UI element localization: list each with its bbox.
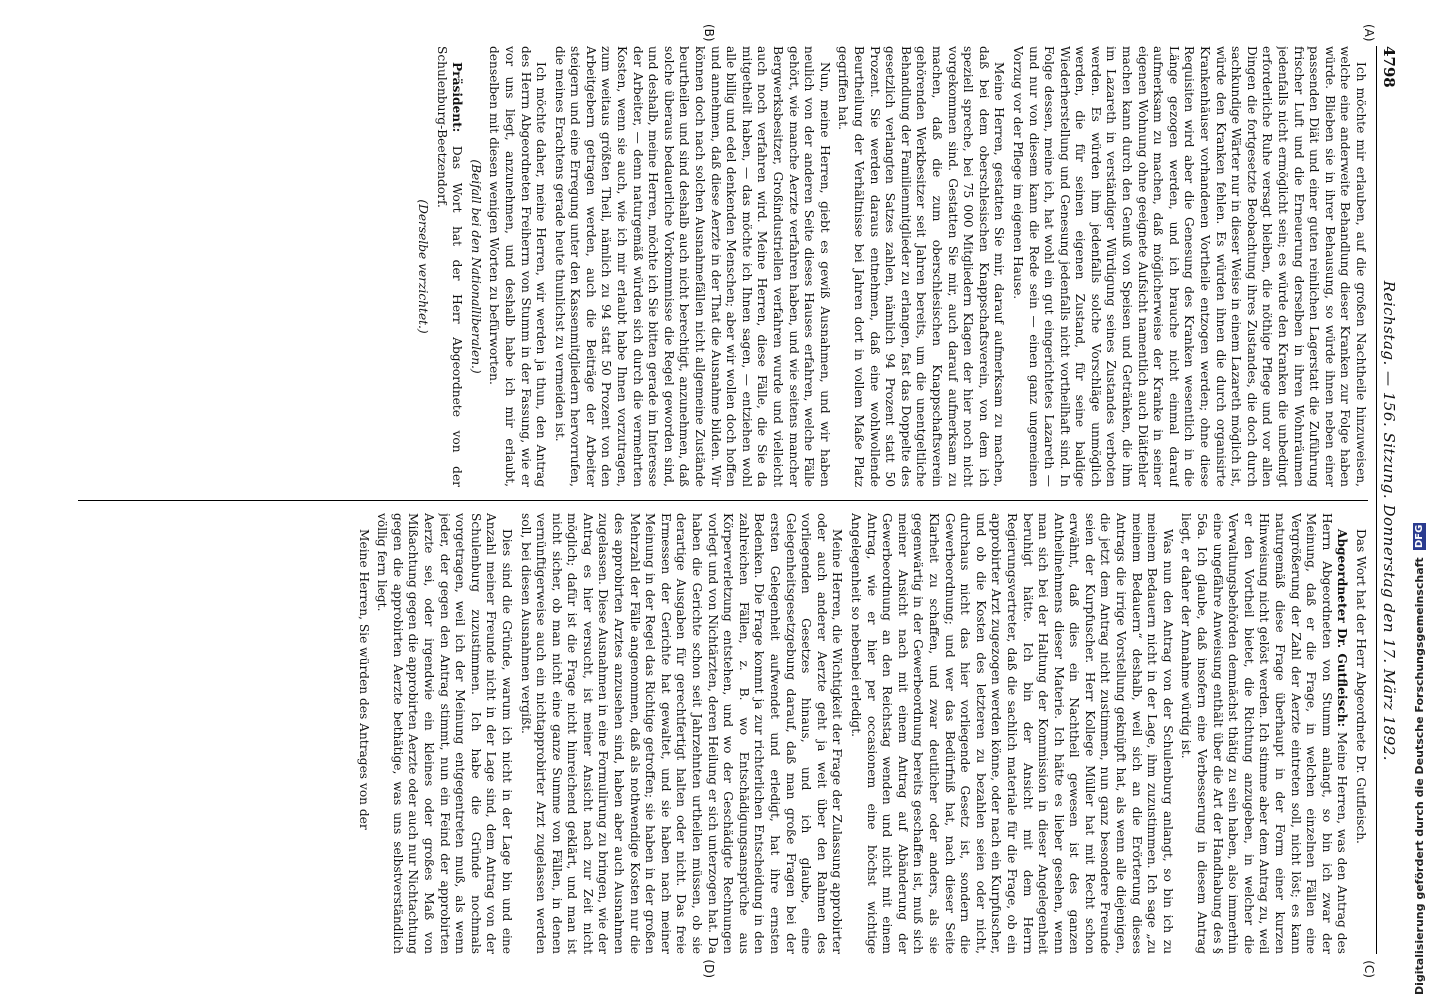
president-statement — [433, 46, 464, 487]
text-columns — [78, 46, 1368, 954]
right-paragraph-4: Dies sind die Gründe, warum ich nicht in der Lage bin und eine Anzahl meiner Freunde nicht in der Lage sind, dem Antrag von der Schulenburg zuzustimmen. Ich habe die Gründe nochmals vorgetragen, weil ich der Meinung entgegentreten muß, als wenn jeder, der gegen den Antrag stimmt, nun ein Feind der approbirten Aerzte sei, oder irgendwie ein kleines oder großes Maß von Mißachtung gegen die approbirten Aerzte oder auch nur Nichtachtung gegen die approbirten Aerzte bethätige, was uns selbstverständlich völlig fern liegt. — [375, 513, 514, 954]
right-column — [78, 513, 1368, 954]
right-paragraph-5: Meine Herren, Sie würden des Antrages von der — [356, 529, 371, 830]
waiver-note: (Derselbe verzichtet.) — [415, 199, 430, 334]
digitization-credit — [1413, 95, 1426, 995]
president-speaker: Präsident: — [450, 62, 465, 133]
speech-opening — [1178, 513, 1350, 954]
margin-mark-a: (A) — [1362, 24, 1376, 42]
dfg-logo: DFG — [1414, 525, 1425, 549]
right-paragraph-2: Was nun den Antrag von der Schulenburg anlangt, so bin ich zu meinem Bedauern nicht in der Lage, ihm zuzustimmen. Ich sage „zu meinem Bedauern“ deshalb, weil sich an die Erörterung dieses Antrags die irrige Vorstellung geknüpft hat, als wenn alle diejenigen, die jetzt dem Antrag nicht zustimmen, nun ganz besondere Freunde seien der Kurpfuscher. Herr Kollege Müller hat mit Recht schon erwähnt, daß dies ein Nachtheil gewesen ist des ganzen Antheilnehmens dieser Materie. Ich hätte es lieber gesehen, wenn man sich bei der Haltung der Kommission in dieser Angelegenheit beruhigt hätte. Ich bin der Ansicht mit dem Herrn Regierungsvertreter, daß die sachlich materiale für die Frage, ob ein approbirter Arzt zugezogen werden könne, oder nach ein Kurpfuscher, und ob die Kosten des letzteren zu bezahlen seien oder nicht, durchaus nicht das hier vorliegende Gesetz ist, sondern die Gewerbeordnung; und wer das Bedürfniß hat, nach dieser Seite Klarheit zu schaffen, und zwar deutlicher oder anders, als sie gegenwärtig in der Gewerbeordnung bereits geschaffen ist, muß sich meiner Ansicht nach mit einem Antrag auf Abänderung der Gewerbeordnung an den Reichstag wenden und nicht mit einem Antrag, wie er hier per occasionem eine höchst wichtige Angelegenheit so nebenbei erledigt. — [849, 513, 1175, 954]
president-text: Das Wort hat der Herr Abgeordnete von der Schulenburg-Beetzendorf. — [434, 46, 465, 487]
margin-mark-d: (D) — [702, 959, 716, 978]
margin-mark-b: (B) — [702, 24, 716, 42]
left-paragraph-3: Nun, meine Herren, giebt es gewiß Ausnahmen, und wir haben neulich von der anderen Seite dieses Hauses erfahren, welche Fälle gehört, wie manche Aerzte verfahren haben, und wie seitens mancher Bergwerksbesitzer, Großindustriellen verfahren wurde und vielleicht auch noch verfahren wird. Meine Herren, diese Fälle, die Sie da mitgetheilt haben, — das möchte ich Ihnen sagen, — entziehen wohl alle billig und edel denkenden Menschen; aber wir wollen doch hoffen und annehmen, daß diese Aerzte in der That die Ausnahme bilden. Wir können doch nach solchen Ausnahmefällen nicht allgemeine Zustände beurtheilen und sind deshalb auch nicht berechtigt, anzunehmen, daß solche überaus bedauerliche Vorkommnisse die Regel geworden sind, und deshalb, meine Herren, möchte ich Sie bitten gerade im Interesse der Arbeiter, — denn naturgemäß würden sich durch die vermehrten Kosten, wenn sie auch, wie ich mir erlaubt habe Ihnen vorzutragen, zum weitaus größten Theil, nämlich zu 94 statt 50 Prozent von den Arbeitgebern getragen werden, auch die Beiträge der Arbeiter steigern und eine Erregung unter den Kassenmitgliedern hervorrufen, die meines Erachtens gerade heute thunlichst zu vermeiden ist. — [552, 46, 832, 487]
margin-mark-c: (C) — [1362, 960, 1376, 978]
credit-text: Digitalisierung gefördert durch die Deutsche Forschungsgemeinschaft — [1413, 557, 1426, 995]
session-label: — 156. Sitzung. — [1380, 371, 1398, 500]
header-publication — [1380, 281, 1398, 761]
column-divider — [78, 500, 1368, 501]
speaker-name: Abgeordneter Dr. Gutfleisch: — [1335, 529, 1350, 728]
left-paragraph-1: Ich möchte mir erlauben, auf die großen Nachtheile hinzuweisen, welche eine anderweite Behandlung dieser Kranken zur Folge haben würde. Blieben sie in ihrer Behausung, so würde ihnen neben einer passenden Diät und einer guten reinlichen Lagerstatt die Zuführung frischer Luft und die Erneuerung derselben in ihren Wohnräumen jedenfalls nicht ermöglicht sein; es würde den Kranken die unbedingt erforderliche Ruhe versagt bleiben, die nöthige Pflege und vor allen Dingen die fortgesetzte Beobachtung ihres Zustandes, die doch durch sachkundige Wärter nur in dieser Weise in einem Lazareth möglich ist, würde den Kranken fehlen. Es würden ihnen die durch organisirte Krankenhäuser vorhandenen Vortheile entzogen werden; ohne diese Requisiten wird aber die Genesung des Kranken wesentlich in die Länge gezogen werden, und ich brauche nicht einmal darauf aufmerksam zu machen, daß möglicherweise der Kranke in seiner eigenen Wohnung ohne geeignete Aufsicht namentlich auch Diätfehler machen kann durch den Genuß von Speisen und Getränken, die ihm im Lazareth in verständiger Würdigung seines Zustandes verboten werden. Es würden ihm jedenfalls solche Vorschläge unmöglich werden, die für seinen eigenen Zustand, für seine baldige Wiederherstellung und Genesung jedenfalls nicht vortheilhaft sind. In Folge dessen, meine ich, hat wohl ein gut eingerichtetes Lazareth — und nur von diesem kann die Rede sein — einen ganz ungemeinen Vorzug vor der Pflege im eigenen Hause. — [1010, 46, 1368, 487]
left-column — [78, 46, 1368, 487]
publication-name: Reichstag. — [1380, 280, 1398, 366]
session-date: Donnerstag den 17. März 1892. — [1380, 504, 1398, 762]
page-header — [1376, 46, 1398, 954]
right-intro: Das Wort hat der Herr Abgeordnete Dr. Gutfleisch. — [1354, 529, 1368, 844]
right-paragraph-3: Meine Herren, die Wichtigkeit der Frage der Zulassung approbirter oder auch anderer Aerzte geht ja weit über den Rahmen des vorliegenden Gesetzes hinaus, und ich glaube, eine Gelegenheitsgesetzgebung darauf, daß man große Fragen bei der ersten Gelegenheit aufwendet und erledigt, hat ihre ernsten Bedenken. Die Frage kommt ja zur richterlichen Entscheidung in den zahlreichen Fällen, z. B. wo Entschädigungsansprüche aus Körperverletzung entstehen, und wo der Geschädigte Rechnungen vorlegt und von Nichtärzten, deren Heilung er sich unterzogen hat. Da haben die Gerichte schon seit Jahrzehnten urtheilen müssen, ob sie derartige Ausgaben für gerechtfertigt halten oder nicht. Das freie Ermessen der Gerichte hat gewaltet, und sie haben nach meiner Meinung in der Regel das Richtige getroffen; sie haben in der großen Mehrzahl der Fälle angenommen, daß als nothwendige Kosten nur die des approbirten Arztes anzusehen sind, haben aber auch Ausnahmen zugelassen. Diese Ausnahmen in eine Formulirung zu bringen, wie der Antrag es hier versucht, ist meiner Ansicht nach zur Zeit nicht möglich; dafür ist die Frage nicht hinreichend geklärt, und man ist nicht sicher, ob man nicht eine ganze Summe von Fällen, in denen vernünftigerweise auch ein nichtapprobirter Arzt zugelassen werden soll, bei diesen Ausnahmen vergißt. — [518, 513, 845, 954]
applause-note: (Beifall bei den Nationalliberalen.) — [468, 159, 483, 374]
left-paragraph-4: Ich möchte daher, meine Herren, wir werden ja thun, den Antrag des Herrn Abgeordneten Freiherrn von Stumm in der Fassung, wie er vor uns liegt, anzunehmen, und deshalb habe ich mir erlaubt, denselben mit diesen wenigen Worten zu befürworten. — [487, 46, 549, 487]
page-number: 4798 — [1380, 46, 1398, 88]
rotated-document-page — [16, 20, 1416, 980]
right-paragraph-1: Meine Herren, was den Antrag des Herrn Abgeordneten von Stumm anlangt, so bin ich zwar der Meinung, daß er die Frage, in welchen einzelnen Fällen eine Vergrößerung der Zahl der Aerzte eintreten soll, nicht löst; es kann naturgemäß diese Frage überhaupt in der Form einer kurzen Hinweisung nicht gelöst werden. Ich stimme aber dem Antrag zu, weil er den Vortheil bietet, die Richtung anzugeben, in welcher die Verwaltungsbehörden demnächst thätig zu sein haben, also immerhin eine ungefähre Anweisung enthält über die Art der Handhabung des § 56a. Ich glaube, daß insofern eine Verbesserung in diesem Antrag liegt, er daher der Annahme würdig ist. — [1179, 513, 1350, 954]
left-paragraph-2: Meine Herren, gestatten Sie mir, darauf aufmerksam zu machen, daß bei dem oberschlesischen Knappschaftsverein, von dem ich speziell spreche, bei 75 000 Mitgliedern Klagen der hier noch nicht vorgekommen sind. Gestatten Sie mir, auch darauf aufmerksam zu machen, daß die zum oberschlesischen Knappschaftsverein gehörenden Werkbesitzer seit Jahren bereits, um die unentgeltliche Behandlung der Familienmitglieder zu erlangen, fast das Doppelte des gesetzlich verlangten Satzes zahlen, nämlich 94 Prozent statt 50 Prozent. Sie werden daraus entnehmen, daß eine wohlwollende Beurtheilung der Verhältnisse bei Jahren dort in vollem Maße Platz gegriffen hat. — [836, 46, 1007, 487]
